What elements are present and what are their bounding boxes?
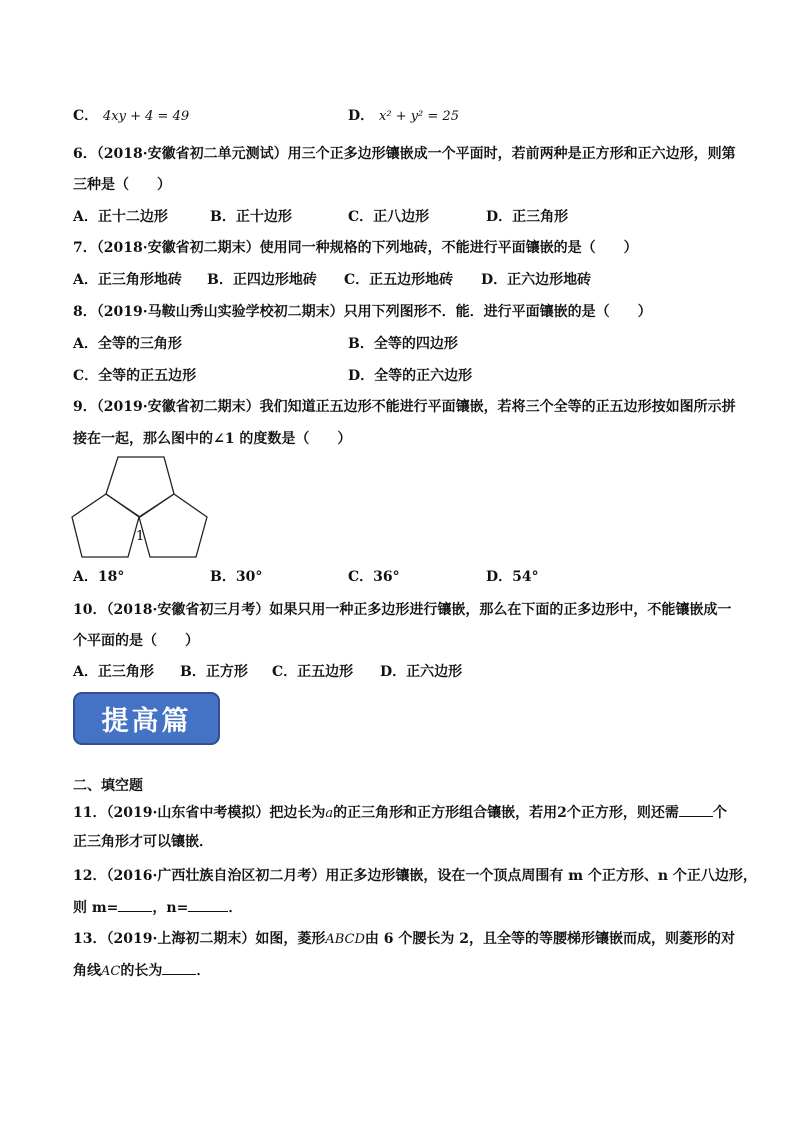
q13-text-2: 由 6 个腰长为 2，且全等的等腰梯形镶嵌而成，则菱形的对 (364, 931, 735, 947)
q8-stem-line1: 8．（2019·马鞍山秀山实验学校初二期末）只用下列图形不．能．进行平面镶嵌的是（ ） (73, 304, 652, 320)
q11-num: 2 (557, 805, 567, 821)
q8-option-c: C．全等的正五边形 (73, 368, 197, 384)
q12-m-blank[interactable] (118, 897, 152, 912)
q9-option-a: A．18° (73, 569, 125, 585)
q6-option-c: C．正八边形 (348, 209, 430, 225)
q10-option-a: A．正三角形 (73, 664, 154, 680)
section-banner-text: 提高篇 (101, 706, 192, 737)
q10-option-c: C．正五边形 (272, 664, 354, 680)
q11-var-a: a (325, 806, 334, 821)
q9-stem-line1: 9．（2019·安徽省初二期末）我们知道正五边形不能进行平面镶嵌，若将三个全等的正五边形按如图所示拼 (73, 399, 736, 415)
q6-option-a: A．正十二边形 (73, 209, 168, 225)
q12-m-label: 则 m= (73, 900, 119, 916)
q12-stem-line1: 12．（2016·广西壮族自治区初二月考）用正多边形镶嵌，设在一个顶点周围有 m 个正方形、n 个正八边形， (73, 868, 757, 884)
q9-option-c: C．36° (348, 569, 400, 585)
q11-stem-line1 (73, 802, 727, 824)
q5-option-c-label: C． (73, 108, 99, 124)
q6-stem-line2: 三种是（ ） (73, 177, 171, 193)
q11-answer-blank[interactable] (679, 802, 713, 817)
q13-abcd: ABCD (325, 932, 365, 947)
q8-option-b: B．全等的四边形 (348, 336, 458, 352)
q13-stem-line1 (73, 929, 735, 950)
q11-text-3: 个正方形，则还需 (566, 805, 679, 821)
q13-stem-line2 (73, 960, 210, 982)
q7-stem-line1: 7．（2018·安徽省初二期末）使用同一种规格的下列地砖，不能进行平面镶嵌的是（ ） (73, 240, 638, 256)
q10-option-d: D．正六边形 (380, 664, 463, 680)
q12-stem-line2 (73, 897, 242, 918)
q7-option-b: B．正四边形地砖 (207, 272, 317, 288)
q9-pentagon-left (72, 494, 139, 557)
q9-angle-label: 1 (136, 529, 145, 544)
q7-option-a: A．正三角形地砖 (73, 272, 182, 288)
q6-option-b: B．正十边形 (210, 209, 292, 225)
q13-text-3: 角线 (73, 963, 101, 979)
q7-option-d: D．正六边形地砖 (481, 272, 592, 288)
q13-ac: AC (101, 964, 121, 979)
q7-option-c: C．正五边形地砖 (344, 272, 454, 288)
section2-heading: 二、填空题 (73, 778, 143, 794)
q13-text-4: 的长为 (120, 963, 163, 979)
section-banner (73, 692, 220, 745)
q5-option-d-label: D． (348, 108, 375, 124)
q6-stem-line1: 6．（2018·安徽省初二单元测试）用三个正多边形镶嵌成一个平面时，若前两种是正方形和正六边形，则第 (73, 146, 736, 162)
q9-stem-line2: 接在一起，那么图中的∠1 的度数是（ ） (73, 431, 352, 447)
q8-option-a: A．全等的三角形 (73, 336, 182, 352)
q10-option-b: B．正方形 (180, 664, 248, 680)
q9-option-d: D．54° (486, 569, 539, 585)
q13-end: ． (196, 963, 211, 979)
q11-text-2: 的正三角形和正方形组合镶嵌，若用 (333, 805, 558, 821)
q13-answer-blank[interactable] (162, 960, 196, 975)
q10-stem-line2: 个平面的是（ ） (73, 633, 199, 649)
q6-option-d: D．正三角形 (486, 209, 569, 225)
q12-end: ． (228, 900, 243, 916)
q9-option-b: B．30° (210, 569, 263, 585)
q12-n-blank[interactable] (188, 897, 228, 912)
q12-n-label: ，n= (152, 900, 189, 916)
q11-stem-line2: 正三角形才可以镶嵌． (73, 834, 213, 850)
q10-stem-line1: 10．（2018·安徽省初三月考）如果只用一种正多边形进行镶嵌，那么在下面的正多边形中，不能镶嵌成一 (73, 602, 732, 618)
q8-option-d: D．全等的正六边形 (348, 368, 473, 384)
q11-text-4: 个 (712, 805, 727, 821)
q5-option-c-equation: 4xy + 4 = 49 (103, 109, 190, 124)
q9-pentagon-right (139, 494, 207, 557)
q5-option-d-equation: x² + y² = 25 (379, 109, 459, 124)
q11-text-1: 11．（2019·山东省中考模拟）把边长为 (73, 805, 326, 821)
q13-text-1: 13．（2019·上海初二期末）如图，菱形 (73, 931, 326, 947)
q9-pentagon-top (106, 457, 174, 517)
